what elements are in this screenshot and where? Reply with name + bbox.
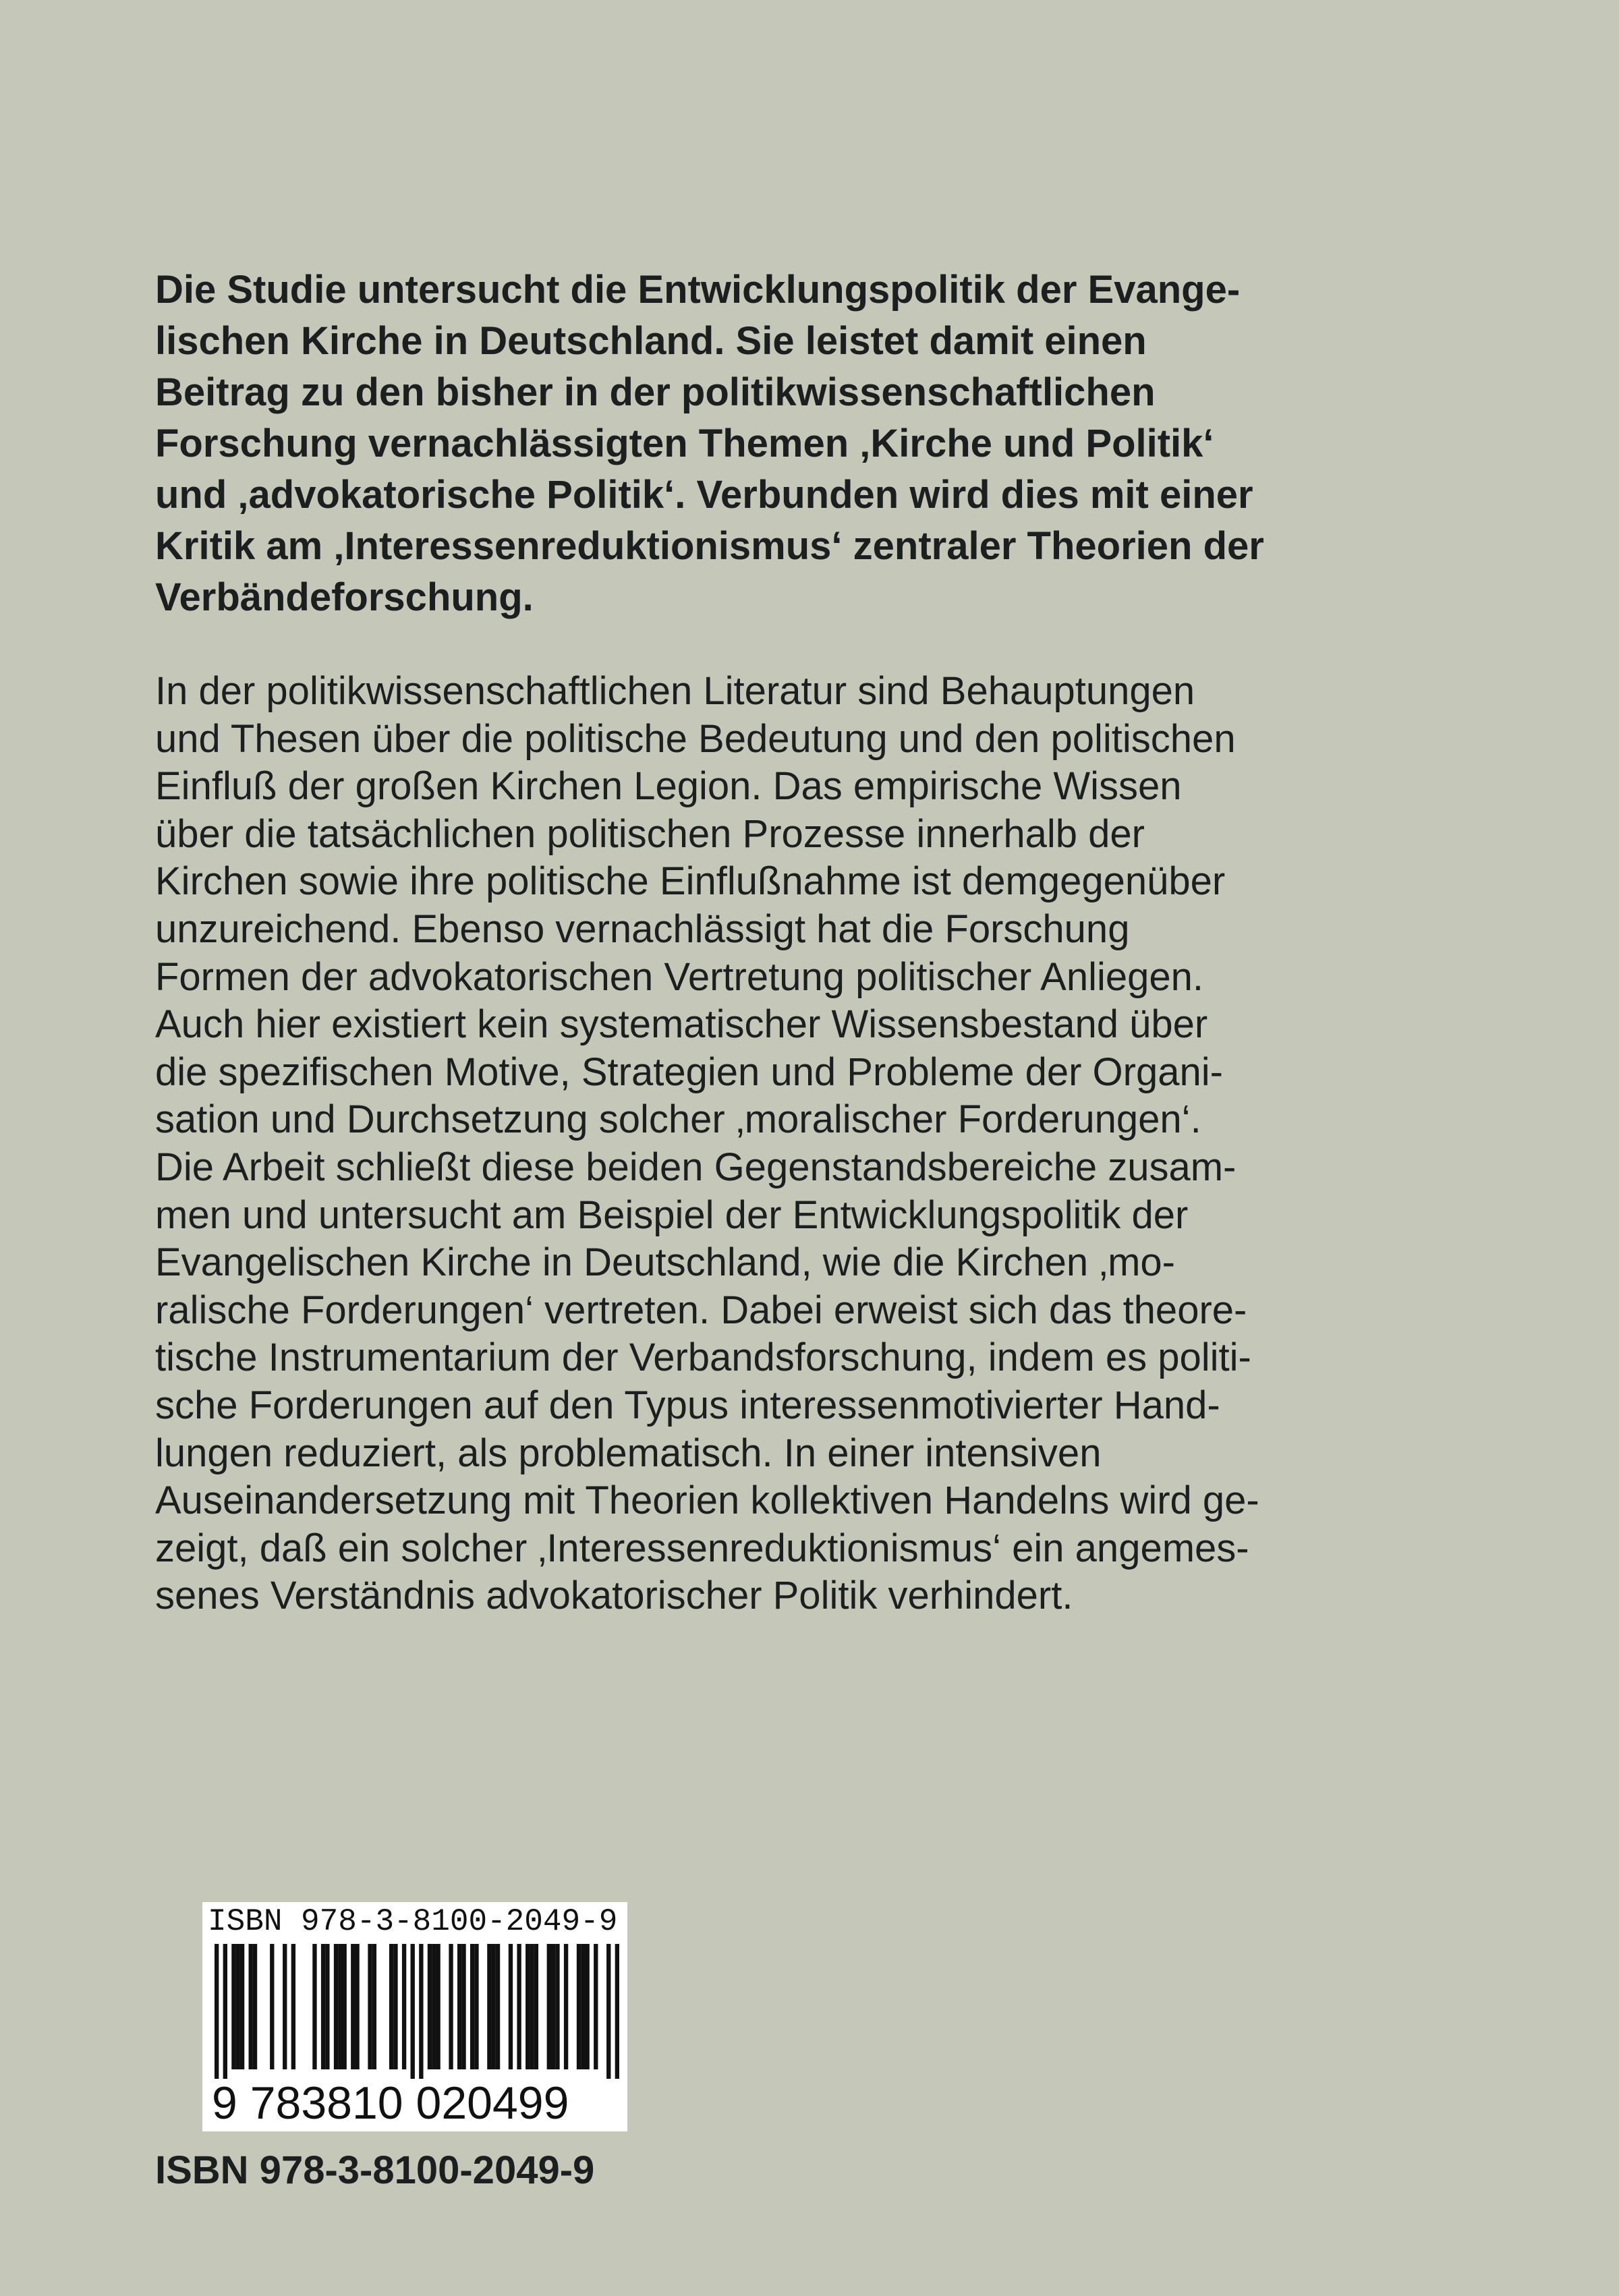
body-line: In der politikwissenschaftlichen Literatur sind Behauptungen [155, 669, 1195, 713]
body-line: und Thesen über die politische Bedeutung und den politischen [155, 716, 1236, 761]
barcode-isbn-text: ISBN 978-3-8100-2049-9 [208, 1904, 618, 1939]
body-line: ralische Forderungen‘ vertreten. Dabei erweist sich das theore- [155, 1288, 1247, 1332]
barcode-bar [530, 1944, 534, 2069]
body-line: Einfluß der großen Kirchen Legion. Das empirische Wissen [155, 764, 1182, 809]
body-line: zeigt, daß ein solcher ‚Interessenreduktionismus‘ ein angemes- [155, 1526, 1249, 1570]
body-line: Kirchen sowie ihre politische Einflußnahme ist demgegenüber [155, 859, 1226, 904]
barcode-bar [393, 1944, 397, 2069]
body-line: senes Verständnis advokatorischer Politik verhindert. [155, 1574, 1073, 1618]
barcode-bar [534, 1944, 538, 2069]
barcode-bar [436, 1944, 440, 2069]
barcode-bar [270, 1944, 274, 2069]
barcode-bar [411, 1944, 415, 2079]
barcode-bar [577, 1944, 581, 2069]
body-line: Auseinandersetzung mit Theorien kollektiven Handelns wird ge- [155, 1479, 1259, 1523]
body-line: die spezifischen Motive, Strategien und Probleme der Organi- [155, 1050, 1223, 1094]
isbn-label: ISBN 978-3-8100-2049-9 [155, 2148, 595, 2192]
barcode-bar [215, 1944, 219, 2079]
barcode-bar [321, 1944, 325, 2069]
barcode-bar [249, 1944, 253, 2069]
barcode-digits: 9 783810 020499 [212, 2077, 569, 2129]
barcode-bar [457, 1944, 461, 2069]
barcode-bars [215, 1944, 619, 2079]
body-line: Formen der advokatorischen Vertretung politischer Anliegen. [155, 954, 1203, 999]
barcode-bar [291, 1944, 295, 2069]
barcode-bar [432, 1944, 436, 2069]
intro-line: und ‚advokatorische Politik‘. Verbunden wird dies mit einer [155, 473, 1253, 517]
intro-line: Beitrag zu den bisher in der politikwissenschaftlichen [155, 370, 1156, 414]
barcode-bar [474, 1944, 478, 2069]
barcode-bar [581, 1944, 585, 2069]
barcode-bar [564, 1944, 568, 2069]
barcode-bar [428, 1944, 432, 2069]
body-line: tische Instrumentarium der Verbandsforschung, indem es politi- [155, 1336, 1251, 1380]
barcode-bar [551, 1944, 555, 2069]
barcode-bar [253, 1944, 257, 2069]
barcode-bar [496, 1944, 500, 2069]
intro-line: Die Studie untersucht die Entwicklungspolitik der Evange- [155, 268, 1241, 312]
body-paragraph [155, 668, 1477, 1620]
barcode-bar [526, 1944, 530, 2069]
barcode-bar [351, 1944, 355, 2069]
barcode-bar [615, 1944, 619, 2079]
barcode-bar [338, 1944, 342, 2069]
barcode-bar [312, 1944, 316, 2069]
body-line: lungen reduziert, als problematisch. In einer intensiven [155, 1431, 1102, 1475]
body-line: sche Forderungen auf den Typus interessenmotivierter Hand- [155, 1383, 1220, 1427]
body-line: sation und Durchsetzung solcher ‚moralischer Forderungen‘. [155, 1097, 1201, 1142]
barcode-bar [283, 1944, 287, 2069]
barcode-bar [325, 1944, 329, 2069]
barcode-bar [389, 1944, 393, 2069]
barcode-bar [368, 1944, 372, 2069]
body-line: Auch hier existiert kein systematischer Wissensbestand über [155, 1002, 1208, 1047]
barcode-bar [555, 1944, 559, 2069]
body-line: Die Arbeit schließt diese beiden Gegenstandsbereiche zusam- [155, 1145, 1237, 1189]
barcode-bar [334, 1944, 338, 2069]
barcode-bar [355, 1944, 359, 2069]
barcode-bar [585, 1944, 589, 2069]
barcode-bar [223, 1944, 227, 2079]
barcode-bar [487, 1944, 491, 2069]
barcode-bar [509, 1944, 513, 2069]
body-line: über die tatsächlichen politischen Prozesse innerhalb der [155, 811, 1145, 856]
barcode-bar [231, 1944, 235, 2069]
body-line: men und untersucht am Beispiel der Entwicklungspolitik der [155, 1193, 1189, 1237]
barcode-bar [606, 1944, 610, 2079]
body-line: Evangelischen Kirche in Deutschland, wie die Kirchen ‚mo- [155, 1240, 1175, 1285]
barcode-bar [449, 1944, 453, 2069]
intro-line: Verbändeforschung. [155, 575, 534, 619]
barcode-bar [492, 1944, 496, 2069]
barcode-bar [240, 1944, 244, 2069]
barcode-bar [461, 1944, 465, 2069]
barcode-bar [342, 1944, 346, 2069]
barcode-bar [419, 1944, 423, 2079]
barcode [202, 1902, 627, 2131]
barcode-bar [594, 1944, 598, 2069]
intro-line: lischen Kirche in Deutschland. Sie leistet damit einen [155, 319, 1147, 363]
body-line: unzureichend. Ebenso vernachlässigt hat die Forschung [155, 907, 1130, 951]
barcode-bar [402, 1944, 406, 2069]
barcode-bar [372, 1944, 376, 2069]
barcode-bar [470, 1944, 474, 2069]
barcode-bar [517, 1944, 521, 2069]
barcode-bar [547, 1944, 551, 2069]
intro-line: Kritik am ‚Interessenreduktionismus‘ zentraler Theorien der [155, 524, 1264, 568]
intro-line: Forschung vernachlässigten Themen ‚Kirche und Politik‘ [155, 422, 1214, 465]
barcode-bar [236, 1944, 240, 2069]
intro-paragraph [155, 264, 1477, 623]
